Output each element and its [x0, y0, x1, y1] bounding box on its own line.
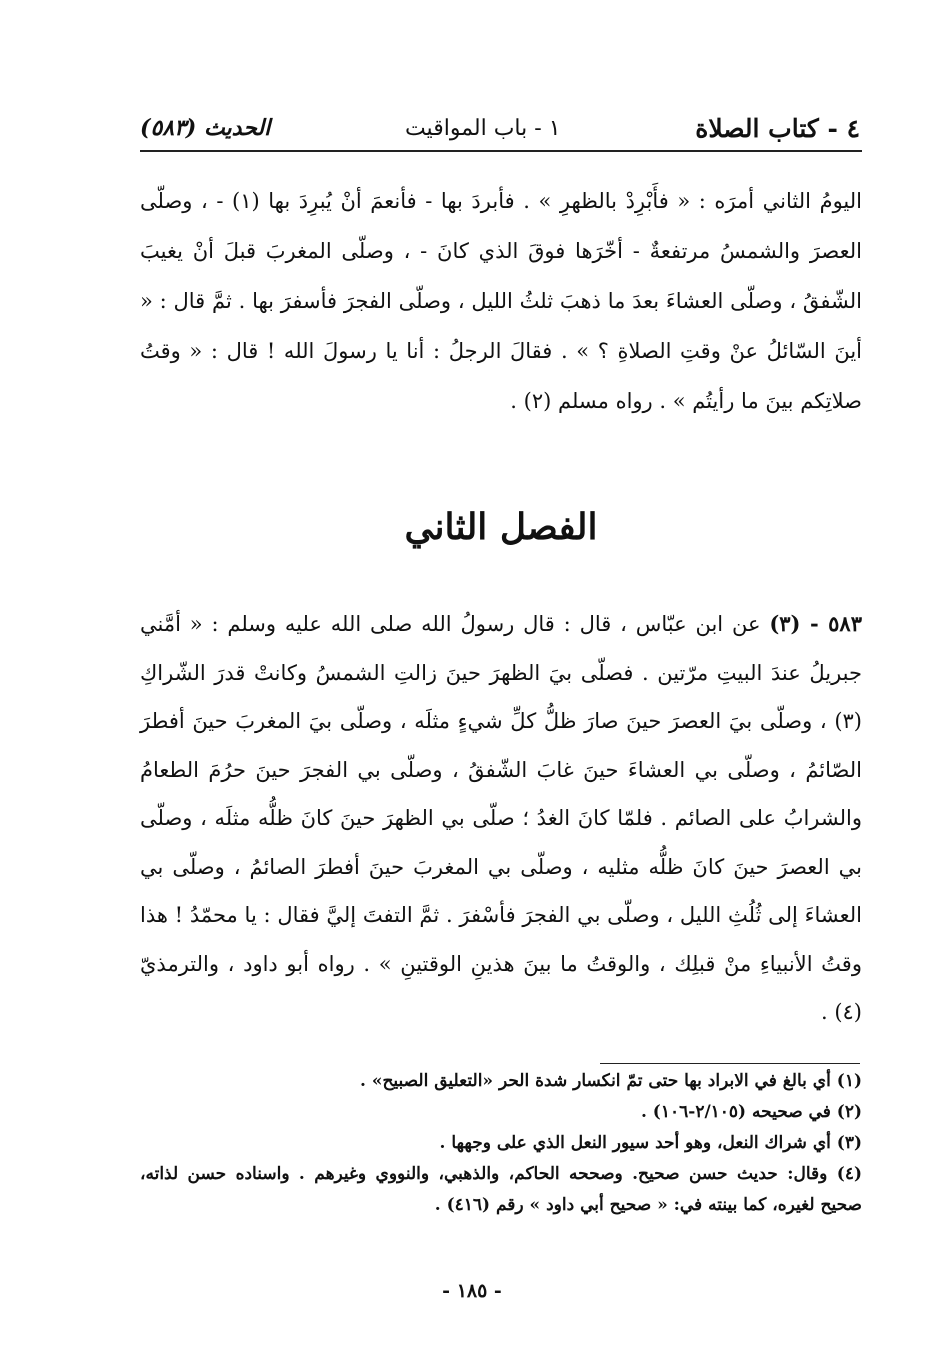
footnote-item: (٣) أي شراك النعل، وهو أحد سيور النعل الذي على وجهها . — [439, 1133, 862, 1153]
footnotes-list — [140, 1066, 862, 1221]
hadith-paragraph — [140, 600, 862, 1037]
hadith-number: ٥٨٣ - (٣) — [769, 611, 862, 636]
chapter-title: ١ - باب المواقيت — [404, 115, 561, 141]
hadith-reference: الحديث (٥٨٣) — [140, 115, 271, 141]
header-divider — [140, 150, 862, 152]
page-number: - ١٨٥ - — [442, 1280, 502, 1302]
hadith-text: عن ابن عبّاس ، قال : قال رسولُ الله صلى الله عليه وسلم : « أمَّني جبريلُ عندَ البيتِ مرّتين . فصلّى بيَ الظهرَ حينَ زالتِ الشمسُ وكانتْ قدرَ الشّراكِ (٣) ، وصلّى بيَ العصرَ حينَ صارَ ظلُّ كلِّ شيءٍ مثلَه ، وصلّى بيَ المغربَ حينَ أفطرَ الصّائمُ ، وصلّى بي العشاءَ حينَ غابَ الشّفقُ ، وصلّى بي الفجرَ حينَ حرُمَ الطعامُ والشرابُ على الصائم . فلمّا كانَ الغدُ ؛ صلّى بي الظهرَ حينَ كانَ ظلُّه مثلَه ، وصلّى بي العصرَ حينَ كانَ ظلُّه مثليه ، وصلّى بي المغربَ حينَ أفطرَ الصائمُ ، وصلّى بي العشاءَ إلى ثُلُثِ الليل ، وصلّى بي الفجرَ فأسْفرَ . ثمَّ التفتَ إليَّ فقال : يا محمّدُ ! هذا وقتُ الأنبياءِ منْ قبلِك ، والوقتُ ما بينَ هذينِ الوقتينِ » . رواه أبو داود ، والترمذيّ (٤) . — [140, 612, 862, 1024]
footnote-divider — [600, 1063, 860, 1064]
section-title: الفصل الثاني — [404, 506, 598, 548]
running-header — [140, 108, 860, 148]
book-title: ٤ - كتاب الصلاة — [695, 113, 860, 143]
continuation-paragraph: اليومُ الثاني أمرَه : « فأَبْرِدْ بالظهرِ » . فأبردَ بها - فأنعمَ أنْ يُبرِدَ بها (١) - ، وصلّى العصرَ والشمسُ مرتفعةٌ - أخّرَها فوقَ الذي كانَ - ، وصلّى المغربَ قبلَ أنْ يغيبَ الشّفقُ ، وصلّى العشاءَ بعدَ ما ذهبَ ثلثُ الليل ، وصلّى الفجرَ فأسفرَ بها . ثمَّ قال : « أينَ السّائلُ عنْ وقتِ الصلاةِ ؟ » . فقالَ الرجلُ : أنا يا رسولَ الله ! قال : « وقتُ صلاتِكم بينَ ما رأيتُم » . رواه مسلم (٢) . — [140, 189, 862, 413]
footnote-item: (١) أي بالغ في الابراد بها حتى تمّ انكسار شدة الحر «التعليق الصبيح» . — [359, 1071, 862, 1091]
footnote-item: (٤) وقال: حديث حسن صحيح. وصححه الحاكم، والذهبي، والنووي وغيرهم . واسناده حسن لذاته، صحيح لغيره، كما بينته في: « صحيح أبي داود » رقم (٤١٦) . — [140, 1164, 862, 1215]
footnote-item: (٢) في صحيحه (٢/١٠٥-١٠٦) . — [640, 1102, 862, 1122]
